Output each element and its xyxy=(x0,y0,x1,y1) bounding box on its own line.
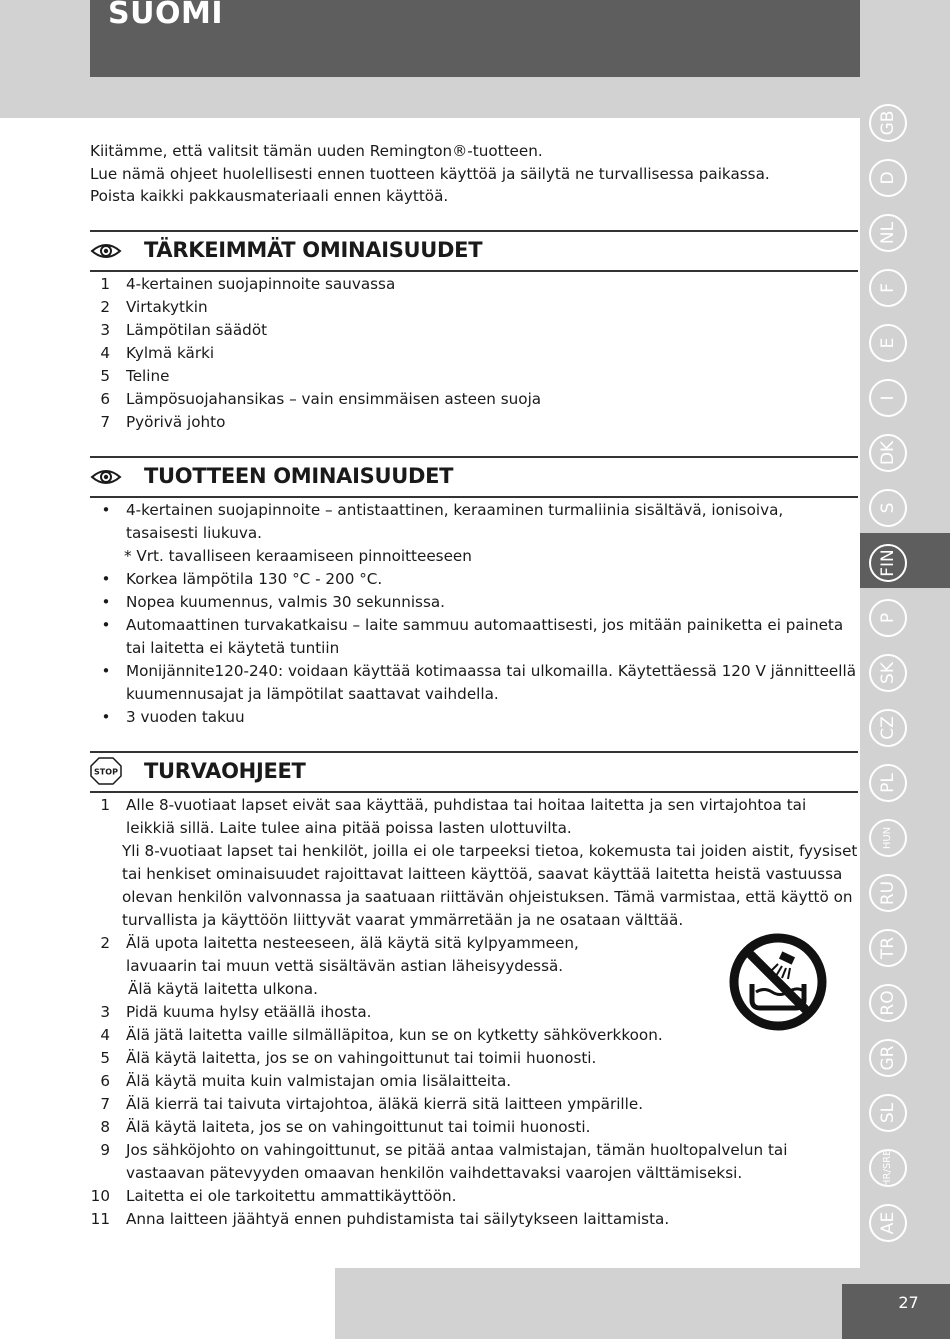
list-item xyxy=(90,499,858,545)
lang-label: I xyxy=(878,395,898,401)
lang-label: NL xyxy=(878,221,898,245)
section-title: TÄRKEIMMÄT OMINAISUUDET xyxy=(144,237,483,262)
list-item xyxy=(90,342,858,365)
item-number: 7 xyxy=(100,412,110,431)
lang-label: HUN xyxy=(882,826,893,850)
item-text: Älä käytä laitetta, jos se on vahingoittunut tai toimii huonosti. xyxy=(126,1048,597,1067)
list-item xyxy=(90,568,858,591)
lang-label: F xyxy=(878,283,898,293)
list-item xyxy=(90,1093,858,1116)
section-heading-key-features xyxy=(90,230,858,272)
item-text: 4-kertainen suojapinnoite – antistaattinen, keraaminen turmaliinia sisältävä, ionisoiva, tasaisesti liukuva. xyxy=(126,500,784,542)
item-number: 10 xyxy=(90,1186,110,1205)
item-number: 4 xyxy=(100,343,110,362)
lang-label: S xyxy=(878,502,898,514)
section-title: TURVAOHJEET xyxy=(144,758,306,783)
bullet: • xyxy=(101,569,111,588)
item-text: Alle 8-vuotiaat lapset eivät saa käyttää, puhdistaa tai hoitaa laitetta ja sen virtajohtoa tai leikkiä sillä. Laite tulee aina pitää poissa lasten ulottuvilta. xyxy=(126,795,807,837)
lang-tab-cz[interactable] xyxy=(869,709,907,747)
item-text: Virtakytkin xyxy=(126,297,208,316)
list-item xyxy=(90,1024,858,1047)
item-text: Älä käytä muita kuin valmistajan omia lisälaitteita. xyxy=(126,1071,512,1090)
stop-label: STOP xyxy=(94,767,118,776)
product-features-list xyxy=(90,499,858,729)
intro-paragraph xyxy=(90,140,858,208)
item-number: 6 xyxy=(100,389,110,408)
lang-tab-ae[interactable] xyxy=(869,1204,907,1242)
lang-label: D xyxy=(878,171,898,185)
lang-tab-gr[interactable] xyxy=(869,1039,907,1077)
lang-label: AE xyxy=(878,1211,898,1235)
item-text: Anna laitteen jäähtyä ennen puhdistamista tai säilytykseen laittamista. xyxy=(126,1209,670,1228)
list-item xyxy=(90,1047,858,1070)
stop-icon xyxy=(90,757,122,785)
lang-label: CZ xyxy=(878,716,898,740)
item-text: Älä upota laitetta nesteeseen, älä käytä sitä kylpyammeen, xyxy=(126,933,579,952)
intro-line: Poista kaikki pakkausmateriaali ennen käyttöä. xyxy=(90,187,449,205)
lang-tab-pl[interactable] xyxy=(869,764,907,802)
eye-icon xyxy=(90,466,122,488)
list-item xyxy=(90,1139,858,1185)
item-text: Automaattinen turvakatkaisu – laite sammuu automaattisesti, jos mitään painiketta ei paineta tai laitetta ei käytetä tuntiin xyxy=(126,615,844,657)
lang-label: PL xyxy=(878,773,898,793)
list-item xyxy=(90,1070,858,1093)
lang-tab-s[interactable] xyxy=(869,489,907,527)
item-number: 5 xyxy=(100,1048,110,1067)
bullet: • xyxy=(101,592,111,611)
item-number: 7 xyxy=(100,1094,110,1113)
list-item xyxy=(90,1185,858,1208)
item-number: 9 xyxy=(100,1140,110,1159)
eye-icon xyxy=(90,240,122,262)
lang-tab-ro[interactable] xyxy=(869,984,907,1022)
lang-tab-gb[interactable] xyxy=(869,104,907,142)
list-item xyxy=(90,591,858,614)
list-item xyxy=(90,1116,858,1139)
bullet: • xyxy=(101,500,111,519)
lang-tab-tr[interactable] xyxy=(869,929,907,967)
item-text: Älä käytä laitetta ulkona. xyxy=(128,979,318,998)
lang-label: GB xyxy=(878,110,898,136)
item-text: lavuaarin tai muun vettä sisältävän astian läheisyydessä. xyxy=(126,956,564,975)
item-text: Lämpösuojahansikas – vain ensimmäisen asteen suoja xyxy=(126,389,542,408)
lang-label: RU xyxy=(878,880,898,906)
item-text: Älä jätä laitetta vaille silmälläpitoa, kun se on kytketty sähköverkkoon. xyxy=(126,1025,663,1044)
list-item xyxy=(90,388,858,411)
list-item xyxy=(90,706,858,729)
lang-label: RO xyxy=(878,990,898,1016)
lang-tab-e[interactable] xyxy=(869,324,907,362)
footnote: * Vrt. tavalliseen keraamiseen pinnoitteeseen xyxy=(124,546,472,565)
list-item xyxy=(90,1208,858,1231)
intro-line: Lue nämä ohjeet huolellisesti ennen tuotteen käyttöä ja säilytä ne turvallisessa paikassa. xyxy=(90,164,770,183)
intro-line: Kiitämme, että valitsit tämän uuden Remington®-tuotteen. xyxy=(90,142,543,160)
list-item xyxy=(90,794,858,932)
lang-tab-d[interactable] xyxy=(869,159,907,197)
item-number: 4 xyxy=(100,1025,110,1044)
lang-label: TR xyxy=(878,936,898,960)
list-item xyxy=(90,660,858,706)
lang-label: GR xyxy=(878,1045,898,1071)
lang-tab-ru[interactable] xyxy=(869,874,907,912)
lang-tab-p[interactable] xyxy=(869,599,907,637)
item-text: Pidä kuuma hylsy etäällä ihosta. xyxy=(126,1002,372,1021)
item-text: Nopea kuumennus, valmis 30 sekunnissa. xyxy=(126,592,445,611)
lang-label: P xyxy=(878,612,898,624)
lang-label: SK xyxy=(878,662,898,684)
item-text: 3 vuoden takuu xyxy=(126,707,245,726)
main-content xyxy=(90,140,858,1231)
lang-label: DK xyxy=(878,440,898,466)
item-text: Älä käytä laiteta, jos se on vahingoittunut tai toimii huonosti. xyxy=(126,1117,591,1136)
item-text: Yli 8-vuotiaat lapset tai henkilöt, joilla ei ole tarpeeksi tietoa, kokemusta tai joiden aistit, fyysiset tai henkiset ominaisuudet rajoittavat laitteen käyttöä, saavat käyttää laitetta heistä vastuussa olevan henkilön valvonnassa ja saatuaan riittävän ohjeistuksen. Tämä varmistaa, että käyttö on turvallista ja käyttöön liittyvät vaarat ymmärretään ja ne osataan välttää. xyxy=(122,841,858,929)
item-number: 1 xyxy=(100,274,110,293)
bullet: • xyxy=(101,615,111,634)
lang-label: FIN xyxy=(878,549,898,577)
item-number: 11 xyxy=(90,1209,110,1228)
lang-tab-f[interactable] xyxy=(869,269,907,307)
list-item xyxy=(90,319,858,342)
item-number: 5 xyxy=(100,366,110,385)
lang-label: HR/SRB xyxy=(882,1149,893,1187)
list-item xyxy=(90,296,858,319)
list-item xyxy=(90,932,858,1001)
page-background-bottom xyxy=(0,1267,335,1339)
item-text: Lämpötilan säädöt xyxy=(126,320,268,339)
item-text: Kylmä kärki xyxy=(126,343,215,362)
page-number: 27 xyxy=(898,1293,919,1312)
item-number: 6 xyxy=(100,1071,110,1090)
lang-tab-fin-active[interactable] xyxy=(869,544,907,582)
item-text: Jos sähköjohto on vahingoittunut, se pitää antaa valmistajan, tämän huoltopalvelun tai vastaavan pätevyyden omaavan henkilön vaihdettavaksi vaarojen välttämiseksi. xyxy=(126,1140,788,1182)
item-text: Älä kierrä tai taivuta virtajohtoa, äläkä kierrä sitä laitteen ympärille. xyxy=(126,1094,644,1113)
list-item xyxy=(90,273,858,296)
list-item xyxy=(90,614,858,660)
lang-tab-hr-srb[interactable] xyxy=(869,1149,907,1187)
bullet: • xyxy=(101,661,111,680)
section-title: TUOTTEEN OMINAISUUDET xyxy=(144,463,454,488)
item-text: 4-kertainen suojapinnoite sauvassa xyxy=(126,274,396,293)
lang-label: E xyxy=(878,337,898,349)
item-number: 3 xyxy=(100,1002,110,1021)
lang-tab-i[interactable] xyxy=(869,379,907,417)
page-number-tab xyxy=(842,1284,950,1339)
lang-tab-hun[interactable] xyxy=(869,819,907,857)
lang-tab-nl[interactable] xyxy=(869,214,907,252)
safety-list xyxy=(90,794,858,1231)
lang-tab-sk[interactable] xyxy=(869,654,907,692)
item-text: Teline xyxy=(126,366,170,385)
list-item xyxy=(90,411,858,434)
bullet: • xyxy=(101,707,111,726)
lang-label: SL xyxy=(878,1102,898,1124)
item-text: Pyörivä johto xyxy=(126,412,226,431)
list-item xyxy=(90,365,858,388)
item-text: Korkea lämpötila 130 °C - 200 °C. xyxy=(126,569,383,588)
list-item xyxy=(90,1001,858,1024)
key-features-list xyxy=(90,273,858,434)
item-number: 8 xyxy=(100,1117,110,1136)
item-number: 2 xyxy=(100,933,110,952)
item-text: Monijännite120-240: voidaan käyttää kotimaassa tai ulkomailla. Käytettäessä 120 V jännitteellä kuumennusajat ja lämpötilat saattavat vaihdella. xyxy=(126,661,857,703)
item-text: Laitetta ei ole tarkoitettu ammattikäyttöön. xyxy=(126,1186,457,1205)
section-heading-product-features xyxy=(90,456,858,498)
item-number: 3 xyxy=(100,320,110,339)
section-heading-safety xyxy=(90,751,858,793)
item-number: 1 xyxy=(100,795,110,814)
item-number: 2 xyxy=(100,297,110,316)
lang-tab-dk[interactable] xyxy=(869,434,907,472)
page-title: SUOMI xyxy=(108,0,223,31)
lang-tab-sl[interactable] xyxy=(869,1094,907,1132)
